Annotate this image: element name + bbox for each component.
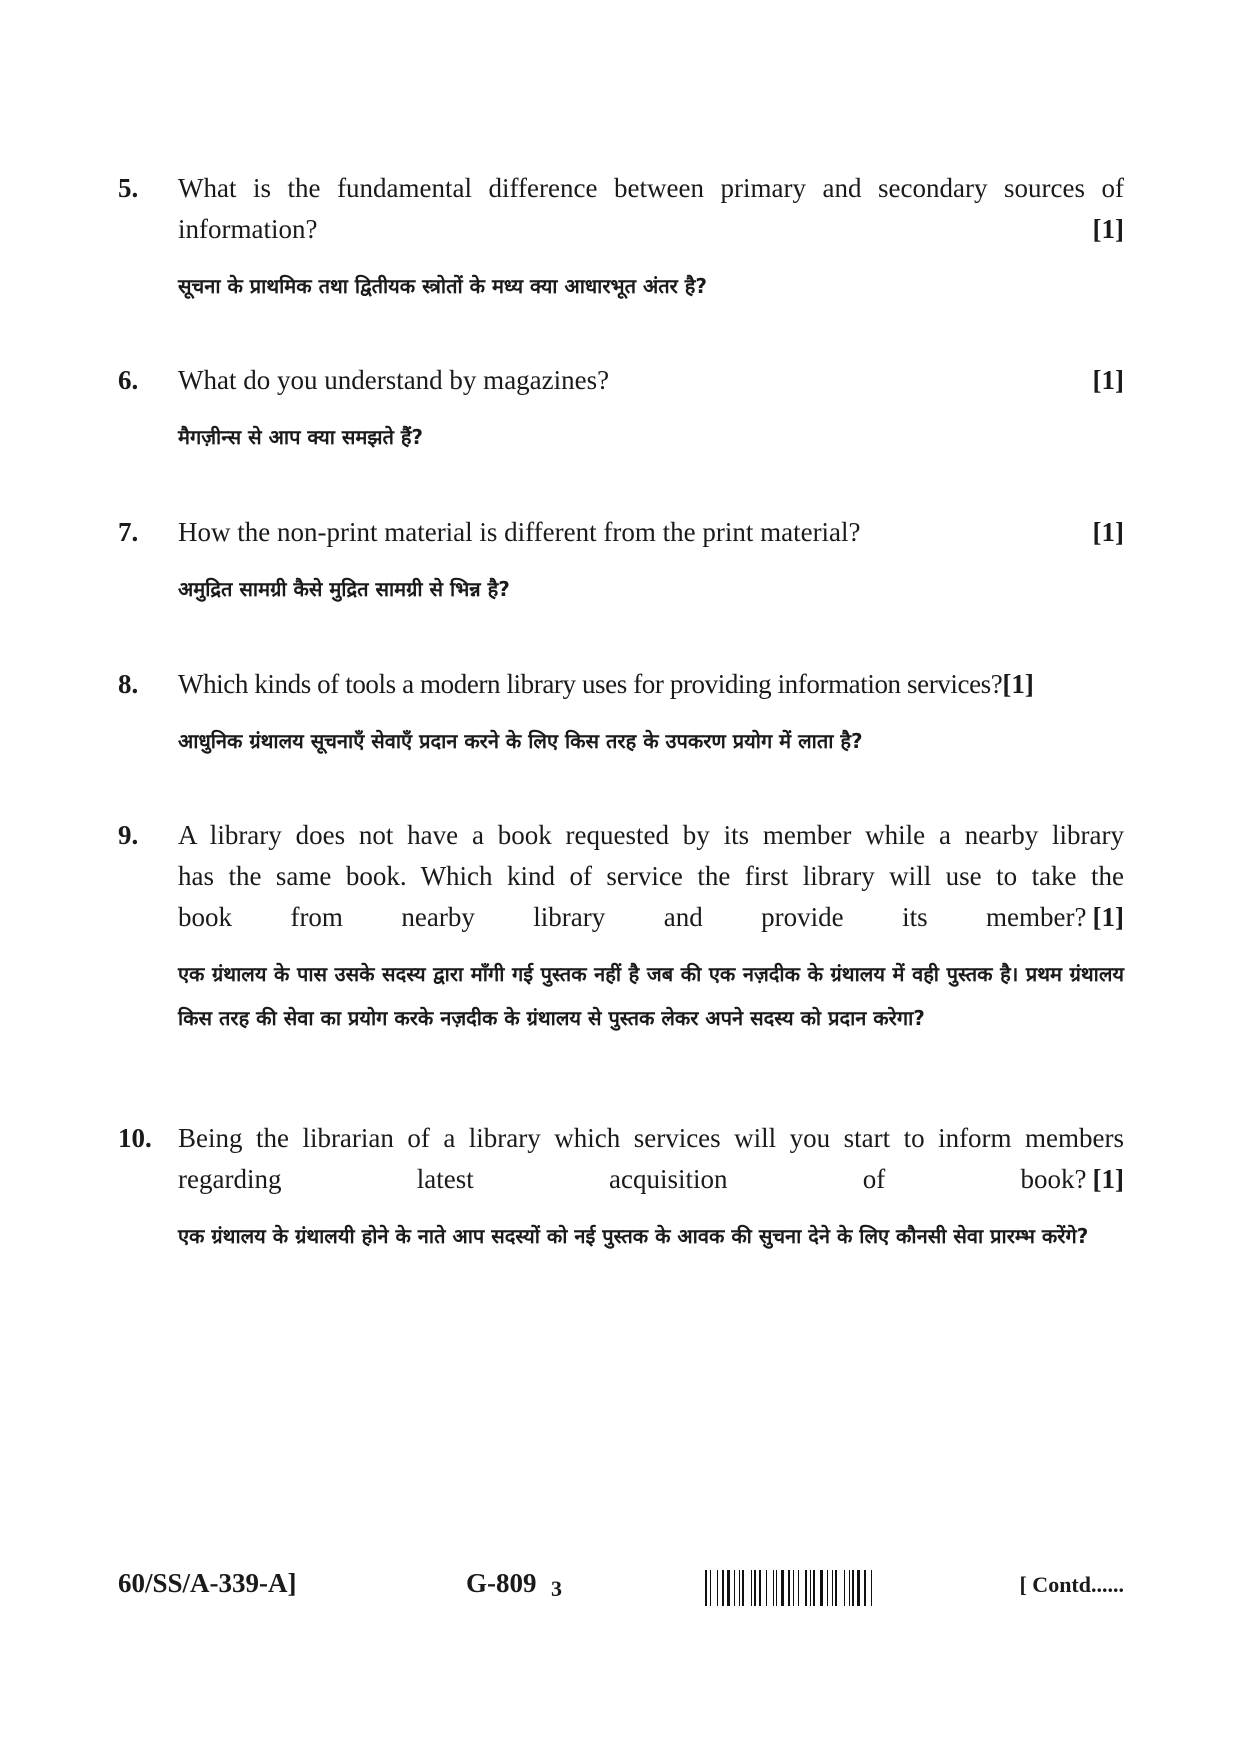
barcode-bar xyxy=(813,1570,815,1606)
barcode-bar xyxy=(805,1570,807,1606)
page-number: 3 xyxy=(551,1576,562,1601)
barcode-bar xyxy=(742,1570,744,1606)
marks-label: [1] xyxy=(1002,669,1034,699)
question-text-english xyxy=(178,1118,1124,1200)
barcode-bar xyxy=(727,1570,730,1606)
series-code: G-809 xyxy=(466,1568,537,1598)
barcode-bar xyxy=(852,1570,854,1606)
paper-code: 60/SS/A-339-A] xyxy=(118,1568,297,1598)
question-text-line: Being the librarian of a library which services will you start to inform members xyxy=(178,1123,1124,1153)
question-number: 6. xyxy=(118,365,139,395)
barcode-bar xyxy=(754,1570,756,1606)
question-8 xyxy=(118,664,1124,763)
question-text-line: information? xyxy=(178,214,318,244)
question-9 xyxy=(118,815,1124,1040)
barcode-bar xyxy=(832,1570,833,1606)
barcode-bar xyxy=(734,1570,735,1606)
question-text-english xyxy=(178,360,1124,401)
question-text-line: Which kinds of tools a modern library uses for providing information services? xyxy=(178,669,1003,699)
question-number: 5. xyxy=(118,173,139,203)
barcode-bar xyxy=(710,1570,711,1606)
question-text-line: How the non-print material is different from the print material? xyxy=(178,517,861,547)
barcode-bar xyxy=(739,1570,740,1606)
barcode-bar xyxy=(810,1570,811,1606)
marks-label: [1] xyxy=(1092,214,1124,244)
barcode-bar xyxy=(835,1570,837,1606)
marks-label: [1] xyxy=(1092,517,1124,547)
question-text-line: book from nearby library and provide its member? xyxy=(178,902,1087,932)
marks-label: [1] xyxy=(1092,365,1124,395)
barcode-bar xyxy=(793,1570,794,1606)
barcode-bar xyxy=(717,1570,718,1606)
barcode-image xyxy=(705,1570,963,1606)
question-text-line: regarding latest acquisition of book? xyxy=(178,1164,1087,1194)
barcode-bar xyxy=(766,1570,767,1606)
question-text-english xyxy=(178,815,1124,938)
question-text-line: What do you understand by magazines? xyxy=(178,365,610,395)
barcode-bar xyxy=(776,1570,777,1606)
question-5 xyxy=(118,168,1124,308)
question-text-hindi: मैगज़ीन्स से आप क्या समझते हैं? xyxy=(178,425,424,449)
barcode-bar xyxy=(871,1570,872,1606)
question-7 xyxy=(118,512,1124,611)
barcode-bar xyxy=(864,1570,866,1606)
barcode-bar xyxy=(722,1570,724,1606)
barcode-bar xyxy=(759,1570,761,1606)
question-text-hindi: अमुद्रित सामग्री कैसे मुद्रित सामग्री से भिन्न है? xyxy=(178,577,510,601)
barcode-bar xyxy=(857,1570,860,1606)
question-number: 10. xyxy=(118,1123,152,1153)
question-text-english xyxy=(178,168,1124,250)
question-number: 8. xyxy=(118,669,139,699)
question-text-hindi: एक ग्रंथालय के ग्रंथालयी होने के नाते आप सदस्यों को नई पुस्तक के आवक की सुचना देने के लिए कौनसी सेवा प्रारम्भ करेंगे? xyxy=(178,1224,1089,1248)
question-6 xyxy=(118,360,1124,459)
marks-label: [1] xyxy=(1092,1164,1124,1194)
barcode-bar xyxy=(781,1570,784,1606)
barcode-bar xyxy=(751,1570,752,1606)
question-text-hindi: आधुनिक ग्रंथालय सूचनाएँ सेवाएँ प्रदान करने के लिए किस तरह के उपकरण प्रयोग में लाता है? xyxy=(178,729,863,753)
continued-label: [ Contd...... xyxy=(1019,1572,1124,1597)
question-text-hindi: एक ग्रंथालय के पास उसके सदस्य द्वारा माँगी गई पुस्तक नहीं है जब की एक नज़दीक के ग्रंथालय में वही पुस्तक है। प्रथम ग्रंथालय किस तरह की सेवा का प्रयोग करके नज़दीक के ग्रंथालय से पुस्तक लेकर अपने सदस्य को प्रदान करेगा? xyxy=(178,962,1124,1030)
question-text-english xyxy=(178,512,1124,553)
barcode-bar xyxy=(788,1570,790,1606)
question-text-line: A library does not have a book requested by its member while a nearby library xyxy=(178,820,1124,850)
barcode-bar xyxy=(820,1570,823,1606)
question-text-line: has the same book. Which kind of service the first library will use to take the xyxy=(178,861,1124,891)
question-number: 9. xyxy=(118,820,139,850)
barcode-bar xyxy=(798,1570,799,1606)
barcode-bar xyxy=(849,1570,850,1606)
barcode-bar xyxy=(827,1570,828,1606)
question-text-english xyxy=(178,664,1124,705)
barcode-bar xyxy=(773,1570,774,1606)
question-text-hindi: सूचना के प्राथमिक तथा द्वितीयक स्त्रोतों के मध्य क्या आधारभूत अंतर है? xyxy=(178,274,708,298)
question-10 xyxy=(118,1118,1124,1258)
marks-label: [1] xyxy=(1092,902,1124,932)
question-number: 7. xyxy=(118,517,139,547)
barcode-bar xyxy=(705,1570,707,1606)
page-footer xyxy=(118,1568,1124,1618)
question-text-line: What is the fundamental difference between primary and secondary sources of xyxy=(178,173,1124,203)
barcode-bar xyxy=(844,1570,845,1606)
